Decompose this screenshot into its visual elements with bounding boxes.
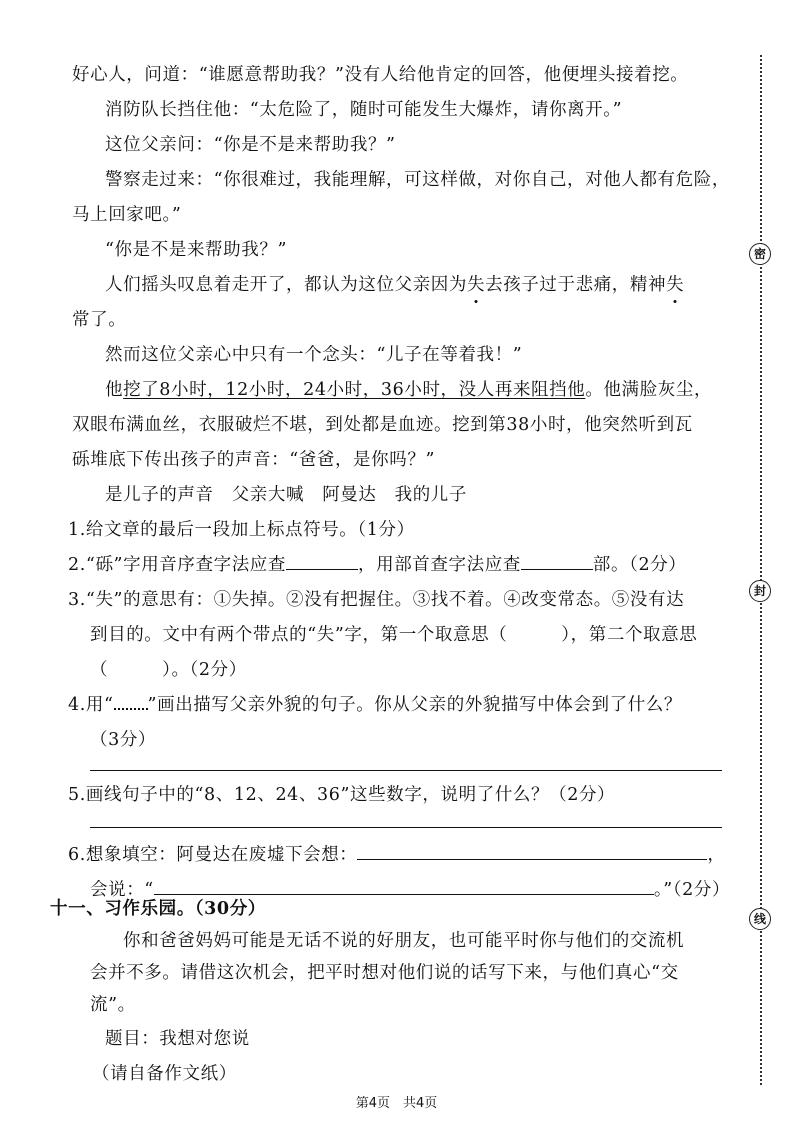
passage-line-10 <box>105 378 712 402</box>
question-6-text-b: ， <box>707 845 726 865</box>
question-2-text-a: 2.“砾”字用音序查字法应查 <box>68 555 286 575</box>
binding-dotted-line <box>760 55 762 1085</box>
dotted-char-shi-2: 失 <box>666 275 685 295</box>
question-2-text-c: 部。（2分） <box>592 555 687 575</box>
question-6-text-c: 会说：“ <box>90 880 154 900</box>
passage-line-10-part1: 他 <box>105 380 124 400</box>
page-footer: 第4页 共4页 <box>355 1096 438 1111</box>
seal-mi: 密 <box>749 243 771 265</box>
underlined-sentence: 挖了8小时，12小时，24小时，36小时，没人再来阻挡他 <box>123 380 586 400</box>
essay-topic: 题目：我想对您说 <box>105 1029 250 1049</box>
question-3-line-3 <box>90 658 247 682</box>
question-1: 1.给文章的最后一段加上标点符号。（1分） <box>68 520 415 540</box>
section-11-heading: 十一、习作乐园。（30分） <box>50 899 266 919</box>
essay-note: （请自备作文纸） <box>92 1064 237 1084</box>
question-2 <box>68 553 686 577</box>
question-6-text-a: 6.想象填空：阿曼达在废墟下会想： <box>68 845 358 865</box>
question-4-text-b: ”画出描写父亲外貌的句子。你从父亲的外貌描写中体会到了什么？ <box>147 695 682 715</box>
question-3-line-2 <box>90 623 697 647</box>
question-3-text-b: 到目的。文中有两个带点的“失”字，第一个取意思（ <box>90 625 508 645</box>
passage-line-7 <box>105 273 684 297</box>
question-3-text-c: ），第二个取意思 <box>561 625 698 645</box>
passage-line-12: 砾堆底下传出孩子的声音：“爸爸，是你吗？” <box>72 450 435 470</box>
dotted-char-shi-1: 失 <box>467 275 486 295</box>
question-4-line-2: （3分） <box>90 730 157 750</box>
answer-line-q5[interactable] <box>90 827 722 828</box>
question-6-line-1 <box>68 843 726 867</box>
passage-line-4: 警察走过来：“你很难过，我能理解，可这样做，对你自己，对他人都有危险， <box>105 170 730 190</box>
question-3-text-d: （ <box>90 660 109 680</box>
passage-line-3: 这位父亲问：“你是不是来帮助我？” <box>105 135 396 155</box>
seal-xian: 线 <box>749 908 771 930</box>
question-6-text-d: 。”（2分） <box>653 880 731 900</box>
section-11-para-line-1: 你和爸爸妈妈可能是无话不说的好朋友，也可能平时你与他们的交流机 <box>123 931 685 951</box>
passage-line-11: 双眼布满血丝，衣服破烂不堪，到处都是血迹。挖到第38小时，他突然听到瓦 <box>72 415 693 435</box>
passage-line-8: 常了。 <box>72 310 127 330</box>
answer-blank-q2-radical[interactable] <box>521 553 593 570</box>
question-4-text-a: 4.用“ <box>68 695 114 715</box>
passage-line-5: 马上回家吧。” <box>72 205 182 225</box>
question-5: 5.画线句子中的“8、12、24、36”这些数字，说明了什么？（2分） <box>68 785 616 805</box>
passage-line-10-part3: 。他满脸灰尘， <box>585 380 713 400</box>
passage-line-9: 然而这位父亲心中只有一个念头：“儿子在等着我！” <box>105 345 523 365</box>
wavy-line-icon <box>114 694 148 710</box>
question-4-line-1 <box>68 693 682 717</box>
question-2-text-b: ，用部首查字法应查 <box>358 555 521 575</box>
answer-line-q4[interactable] <box>90 770 722 771</box>
seal-feng: 封 <box>749 580 771 602</box>
section-11-para-line-2: 会并不多。请借这次机会，把平时想对他们说的话写下来，与他们真心“交 <box>90 963 679 983</box>
passage-line-13: 是儿子的声音 父亲大喊 阿曼达 我的儿子 <box>105 485 467 505</box>
passage-line-2: 消防队长挡住他：“太危险了，随时可能发生大爆炸，请你离开。” <box>105 100 623 120</box>
question-3-line-1: 3.“失”的意思有：①失掉。②没有把握住。③找不着。④改变常态。⑤没有达 <box>68 590 685 610</box>
section-11-para-line-3: 流”。 <box>90 995 136 1015</box>
passage-line-7-part1: 人们摇头叹息着走开了，都认为这位父亲因为 <box>105 275 467 295</box>
passage-line-7-part2: 去孩子过于悲痛，精神 <box>485 275 667 295</box>
question-3-text-e: ）。（2分） <box>162 660 247 680</box>
answer-blank-q6-say[interactable] <box>154 878 654 895</box>
passage-line-6: “你是不是来帮助我？” <box>105 240 287 260</box>
passage-line-1: 好心人，问道：“谁愿意帮助我？”没有人给他肯定的回答，他便埋头接着挖。 <box>72 65 689 85</box>
answer-blank-q6-think[interactable] <box>357 843 707 860</box>
answer-blank-q2-pinyin[interactable] <box>286 553 358 570</box>
